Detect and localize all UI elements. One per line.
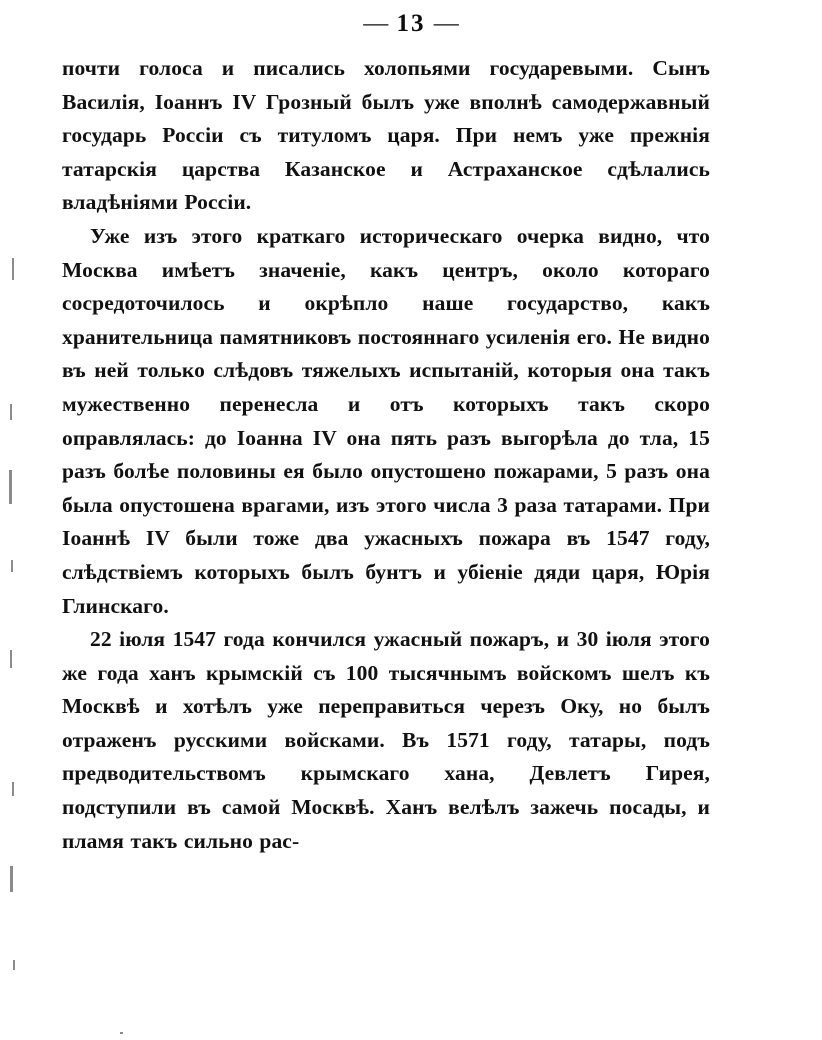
paragraph-2: Уже изъ этого краткаго историческаго очерка видно, что Москва имѣетъ значеніе, какъ центръ, около котораго сосредоточилось и окрѣпло наше государство, какъ хранительница памятниковъ постояннаго усиленія его. Не видно въ ней только слѣдовъ тяжелыхъ испытаній, которыя она такъ мужественно перенесла и отъ которыхъ такъ скоро оправлялась: до Іоанна IV она пять разъ выгорѣла до тла, 15 разъ болѣе половины ея было опустошено пожарами, 5 разъ она была опустошена врагами, изъ этого числа 3 раза татарами. При Іоаннѣ IV были тоже два ужасныхъ пожара въ 1547 году, слѣдствіемъ которыхъ былъ бунтъ и убіеніе дяди царя, Юрія Глинскаго.	[62, 223, 710, 618]
scan-artifact	[10, 650, 12, 668]
scan-artifact	[12, 782, 14, 796]
header-dash-right: —	[433, 10, 459, 37]
page-header	[0, 0, 822, 48]
paragraph-1: почти голоса и писались холопьями государевыми. Сынъ Василія, Іоаннъ IV Грозный былъ уже вполнѣ самодержавный государь Россіи съ титуломъ царя. При немъ уже прежнія татарскія царства Казанское и Астраханское сдѣлались владѣніями Россіи.	[62, 56, 710, 215]
header-dash-left: —	[363, 10, 389, 37]
scan-artifact	[10, 866, 13, 892]
paragraph-3: 22 іюля 1547 года кончился ужасный пожаръ, и 30 іюля этого же года ханъ крымскій съ 100 тысячнымъ войскомъ шелъ къ Москвѣ и хотѣлъ уже переправиться черезъ Оку, но былъ отраженъ русскими войсками. Въ 1571 году, татары, подъ предводительствомъ крымскаго хана, Девлетъ Гирея, подступили въ самой Москвѣ. Ханъ велѣлъ зажечь посады, и пламя такъ сильно рас-	[62, 627, 710, 853]
scan-artifact	[9, 470, 12, 504]
page-number: 13	[396, 10, 426, 37]
page-body	[62, 52, 710, 858]
scan-artifact	[12, 258, 14, 280]
scan-artifact	[13, 960, 15, 970]
scan-artifact	[10, 404, 12, 420]
page-bottom-edge	[0, 1034, 822, 1040]
scan-artifact	[11, 560, 13, 572]
